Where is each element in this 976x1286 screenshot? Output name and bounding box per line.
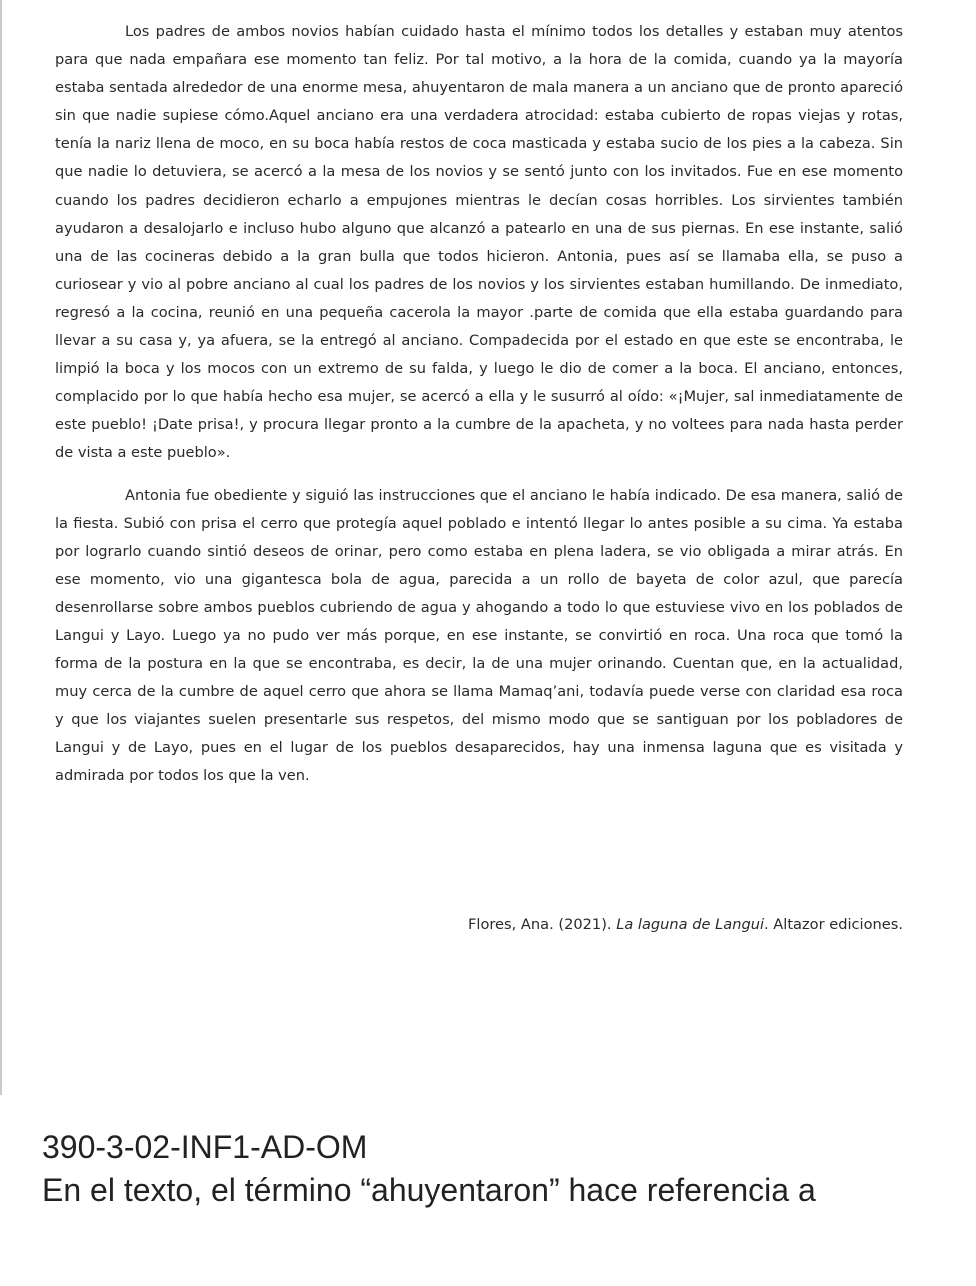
question-prompt: En el texto, el término “ahuyentaron” hace referencia a bbox=[42, 1172, 816, 1208]
document-body bbox=[55, 18, 903, 791]
paragraph-1: Los padres de ambos novios habían cuidado hasta el mínimo todos los detalles y estaban muy atentos para que nada empañara ese momento tan feliz. Por tal motivo, a la hora de la comida, cuando ya la mayoría estaba sentada alrededor de una enorme mesa, ahuyentaron de mala manera a un anciano que de pronto apareció sin que nadie supiese cómo.Aquel anciano era una verdadera atrocidad: estaba cubierto de ropas viejas y rotas, tenía la nariz llena de moco, en su boca había restos de coca masticada y estaba sucio de los pies a la cabeza. Sin que nadie lo detuviera, se acercó a la mesa de los novios y se sentó junto con los invitados. Fue en ese momento cuando los padres decidieron echarlo a empujones mientras le decían cosas horribles. Los sirvientes también ayudaron a desalojarlo e incluso hubo alguno que alcanzó a patearlo en una de sus piernas. En ese instante, salió una de las cocineras debido a la gran bulla que todos hicieron. Antonia, pues así se llamaba ella, se puso a curiosear y vio al pobre anciano al cual los padres de los novios y los sirvientes estaban humillando. De inmediato, regresó a la cocina, reunió en una pequeña cacerola la mayor .parte de comida que ella estaba guardando para llevar a su casa y, ya afuera, se la entregó al anciano. Compadecida por el estado en que este se encontraba, le limpió la boca y los mocos con un extremo de su falda, y luego le dio de comer a la boca. El anciano, entonces, complacido por lo que había hecho esa mujer, se acercó a ella y le susurró al oído: «¡Mujer, sal inmediatamente de este pueblo! ¡Date prisa!, y procura llegar pronto a la cumbre de la apacheta, y no voltees para nada hasta perder de vista a este pueblo». bbox=[55, 23, 903, 462]
paragraph-2: Antonia fue obediente y siguió las instrucciones que el anciano le había indicado. De esa manera, salió de la fiesta. Subió con prisa el cerro que protegía aquel poblado e intentó llegar lo antes posible a su cima. Ya estaba por lograrlo cuando sintió deseos de orinar, pero como estaba en plena ladera, se vio obligada a mirar atrás. En ese momento, vio una gigantesca bola de agua, parecida a un rollo de bayeta de color azul, que parecía desenrollarse sobre ambos pueblos cubriendo de agua y ahogando a todo lo que estuviese vivo en los poblados de Langui y Layo. Luego ya no pudo ver más porque, en ese instante, se convirtió en roca. Una roca que tomó la forma de la postura en la que se encontraba, es decir, la de una mujer orinando. Cuentan que, en la actualidad, muy cerca de la cumbre de aquel cerro que ahora se llama Mamaq’ani, todavía puede verse con claridad esa roca y que los viajantes suelen presentarle sus respetos, del mismo modo que se santiguan por los pobladores de Langui y de Layo, pues en el lugar de los pueblos desaparecidos, hay una inmensa laguna que es visitada y admirada por todos los que la ven. bbox=[55, 486, 903, 785]
question-block bbox=[42, 1126, 922, 1212]
citation-publisher: . Altazor ediciones. bbox=[764, 916, 903, 933]
citation-author: Flores, Ana. (2021). bbox=[468, 916, 617, 933]
question-code: 390-3-02-INF1-AD-OM bbox=[42, 1129, 368, 1165]
citation-title: La laguna de Langui bbox=[616, 916, 765, 933]
citation bbox=[468, 916, 903, 933]
left-border bbox=[0, 0, 2, 1095]
